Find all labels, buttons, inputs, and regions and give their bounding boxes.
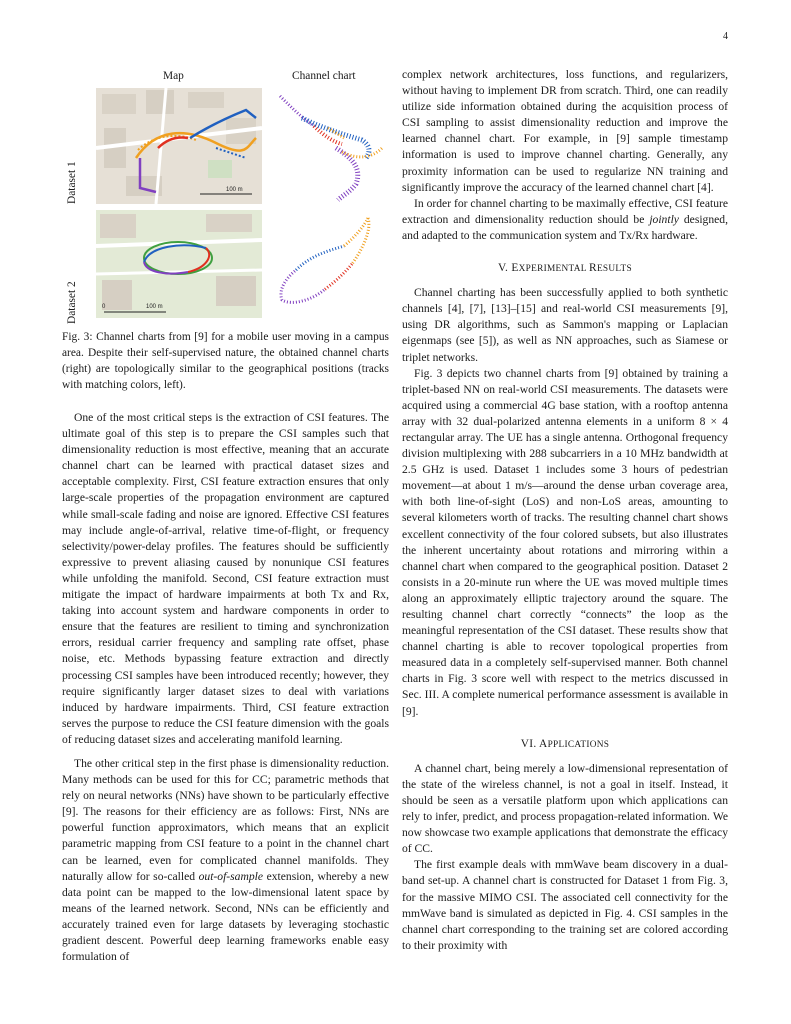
paragraph: The other critical step in the first phase is dimensionality reduction. Many methods can be used for this for CC; parametric methods that rely on neural networks (NNs) have shown to be particularly effective [9]. The reasons for their efficiency are as follows: First, NNs are powerful function approximators, which means that an explicit parametric mapping from CSI feature to a point in the channel chart can be learned, even for complicated channel manifolds. They naturally allow for so-called out-of-sample extension, whereby a new data point can be mapped to the low-dimensional latent space by means of the learned network. Second, NNs can be efficiently and accurately trained even for large datasets by leveraging stochastic gradient descent. Powerful deep learning frameworks enable easy formulation of — [62, 756, 389, 964]
row-label-dataset-1: Dataset 1 — [66, 161, 78, 204]
paragraph: Fig. 3 depicts two channel charts from [9] obtained by training a triplet-based NN on real-world CSI measurements. The datasets were acquired using a commercial 4G base station, with a rooftop antenna array with 32 dual-polarized antenna elements in a uniform 8 × 4 rectangular array. The UE has a single antenna. Orthogonal frequency division multiplexing with 288 subcarriers in a 10 MHz bandwidth at 2.5 GHz is used. Dataset 1 includes some 3 hours of pedestrian movement—at about 1 m/s—around the dense urban coverage area, with both line-of-sight (LoS) and non-LoS areas, amounting to several kilometers worth of tracks. The resulting channel chart shows excellent connectivity of the four colored subsets, but also illustrates the inherent uncertainty about rotations and mirroring within a channel chart when compared to the geographical position. Dataset 2 consists in a 20-minute run where the UE was moved multiple times along an approximately elliptic trajectory around the square. The resulting channel chart correctly “connects” the loop as the meaningful representation of the CSI dataset. These results show that channel charting is able to recover topological properties from measured data in a completely self-supervised manner. Both channel charts in Fig. 3 score well with respect to the metrics discussed in Sec. III. A complete numerical performance assessment is available in [9]. — [402, 366, 728, 718]
section-heading-experimental-results: V. EXPERIMENTAL RESULTS — [497, 262, 632, 275]
figure-caption: Fig. 3: Channel charts from [9] for a mobile user moving in a campus area. Despite their self-supervised nature, the obtained channel charts (right) are topologically similar to the geographical positions (tracks with matching colors, left). — [62, 331, 389, 391]
row-label-dataset-2: Dataset 2 — [66, 281, 78, 324]
paragraph: One of the most critical steps is the extraction of CSI features. The ultimate goal of this step is to prepare the CSI samples such that dimensionality reduction is most effective, meaning that an accurate channel chart can be learned with practical dataset sizes and acceptable complexity. First, CSI feature extraction ensures that only large-scale properties of the propagation environment are captured while small-scale fading and noise are ignored. Effective CSI features may include angle-of-arrival, relative time-of-flight, or frequency selectivity/power-delay profiles. The features should be sufficiently expressive to prevent aliasing caused by nonunique CSI features while unfolding the manifold. Second, CSI feature extraction must mitigate the impact of hardware impairments at both Tx and Rx, taking into account system and hardware components in order to ensure that the features are resilient to timing and synchronization errors, residual carrier frequency and sampling rate offset, phase noise, etc. Methods bypassing feature extraction and directly processing CSI samples have been introduced recently; however, they require significantly larger dataset sizes to deal with variations induced by hardware impairments. Third, CSI feature extraction serves the purpose to reduce the CSI feature dimension with the goals of reducing dataset sizes and accelerating manifold learning. — [62, 411, 389, 746]
map-dataset-2 — [96, 210, 262, 318]
left-column — [62, 410, 389, 965]
figure-header-channel-chart: Channel chart — [292, 70, 356, 82]
page-number: 4 — [723, 31, 728, 42]
paragraph: complex network architectures, loss functions, and regularizers, without having to implement DR from scratch. Third, one can readily utilize side information obtained during the acquisition process of CSI sampling to assist dimensionality reduction and improve the learned channel chart. For example, in [9] sample timestamp information is used to improve channel charting. Generally, any proximity information can be used to regularize NN training and significantly improve the accuracy of the learned channel chart [4]. — [402, 68, 728, 194]
paragraph: In order for channel charting to be maximally effective, CSI feature extraction and dimensionality reduction should be jointly designed, and adapted to the communication system and Tx/Rx hardware. — [402, 196, 728, 242]
right-column — [402, 67, 728, 954]
figure-3 — [62, 70, 389, 324]
channel-chart-dataset-2 — [272, 210, 389, 318]
paragraph: A channel chart, being merely a low-dimensional representation of the state of the wireless channel, is not a goal in itself. Instead, it should be seen as a versatile platform upon which applications can rely to infer, predict, and process propagation-related information. We now showcase two example applications that demonstrate the efficacy of CC. — [402, 761, 728, 856]
paragraph: Channel charting has been successfully applied to both synthetic channels [4], [7], [13]–[15] and real-world CSI measurements [9], using DR algorithms, such as Sammon's mapping or Laplacian eigenmaps (see [5]), as well as NN approaches, such as Siamese or triplet networks. — [402, 286, 728, 364]
scale-zero: 0 — [102, 304, 106, 310]
map-dataset-1 — [96, 88, 262, 204]
section-heading-applications: VI. APPLICATIONS — [520, 737, 610, 750]
map-dataset-1-image — [96, 88, 262, 204]
channel-chart-dataset-1 — [272, 88, 389, 204]
figure-header-map: Map — [163, 70, 184, 82]
scale-label-2: 100 m — [146, 304, 163, 310]
map-dataset-2-image — [96, 210, 262, 318]
scale-label-1: 100 m — [226, 187, 243, 193]
paragraph: The first example deals with mmWave beam discovery in a dual-band set-up. A channel chart is constructed for Dataset 1 from Fig. 3, for the massive MIMO CSI. The associated cell connectivity for the mmWave band is simulated as depicted in Fig. 4. CSI samples in the channel chart corresponding to the training set are colored according to their proximity with — [402, 858, 728, 952]
